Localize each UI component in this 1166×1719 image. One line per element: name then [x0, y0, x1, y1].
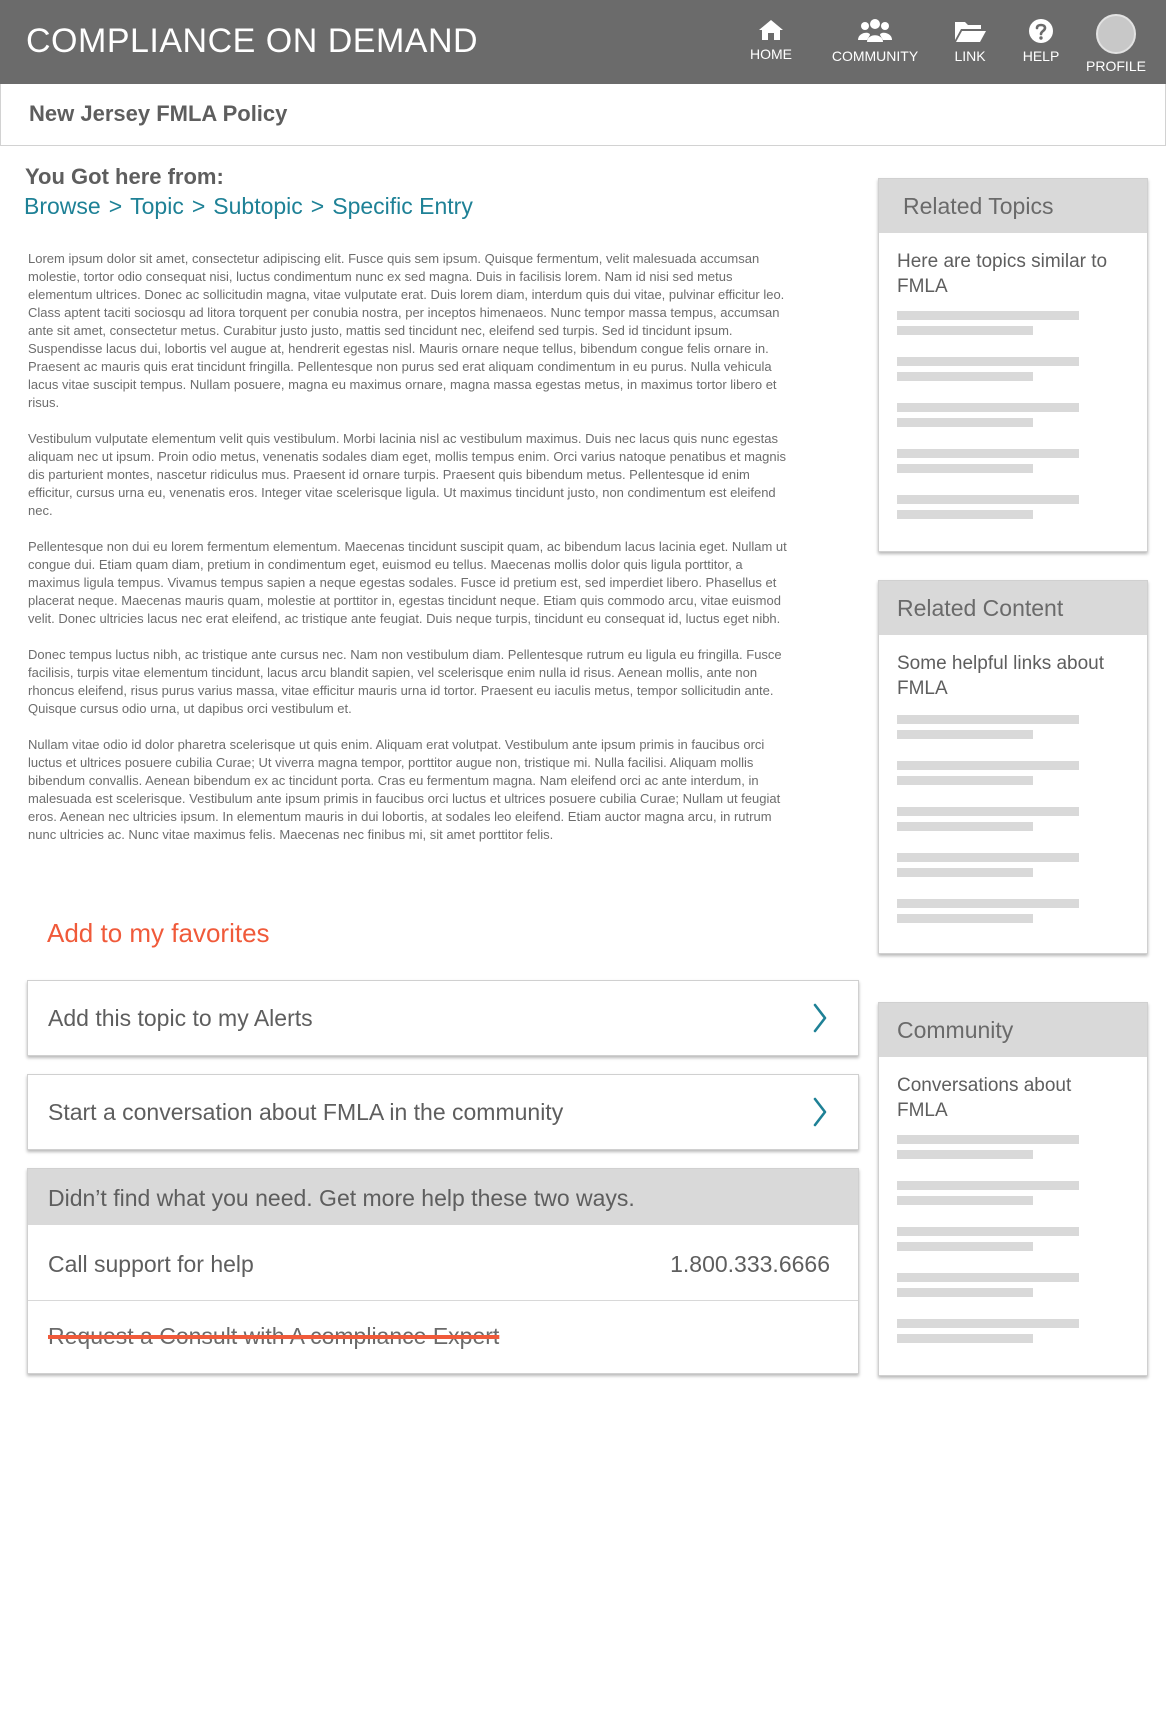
list-item[interactable] — [897, 1319, 1079, 1343]
request-consult-link[interactable]: Request a Consult with A compliance Expert — [48, 1323, 500, 1349]
community-list — [897, 1135, 1079, 1365]
community-panel-title: Community — [897, 1017, 1014, 1043]
list-item[interactable] — [897, 1135, 1079, 1159]
breadcrumb-separator: > — [108, 193, 123, 219]
page-title-bar — [0, 84, 1166, 146]
call-support-row[interactable] — [28, 1225, 858, 1301]
article-paragraph: Donec tempus luctus nibh, ac tristique ante cursus nec. Nam non vestibulum diam. Pellentesque rutrum eu ligula eu fringilla. Fusce facilisis, turpis vitae elementum tincidunt, lacus arcu blandit sapien, vel scelerisque enim nulla id risus. Aenean mollis, ante non rhoncus eleifend, risus purus varius massa, vitae efficitur mauris urna id tortor. Praesent eu iaculis metus, tempor sollicitudin ante. Quisque cursus odio urna, ut dapibus orci vestibulum et. — [28, 647, 782, 716]
help-icon — [1028, 18, 1054, 44]
related-topics-title: Related Topics — [903, 193, 1054, 219]
article-paragraph: Lorem ipsum dolor sit amet, consectetur adipiscing elit. Fusce quis sem ipsum. Quisque fermentum, velit malesuada accumsan molestie, tortor odio consequat nisi, luctus condimentum nunc ex sed magna. Duis in facilisis lorem. Nam id nisi sed metus elementum ultrices. Donec ac sollicitudin magna, vitae vulputate erat. Duis lorem diam, interdum quis dui vitae, pulvinar efficitur leo. Class aptent taciti sociosqu ad litora torquent per conubia nostra, per inceptos himenaeos. Nunc tempor massa tempus, accumsan ante sit amet, consectetur metus. Curabitur justo justo, mattis sed tincidunt nec, eleifend sed turpis. Sed id tincidunt ipsum. Suspendisse lacus dui, lobortis vel augue at, hendrerit egestas nisl. Mauris ornare neque tellus, bibendum congue felis ornare in. Praesent ac mauris quis erat tincidunt fringilla. Pellentesque non purus sed erat aliquam condimentum in eu purus. Nulla vehicula lacus vitae suscipit tempus. Nullam posuere, magna eu maximus ornare, magna massa egestas metus, in maximus tortor libero et risus. — [28, 251, 785, 410]
related-content-panel — [878, 580, 1148, 954]
breadcrumb — [24, 193, 473, 220]
support-phone-number[interactable]: 1.800.333.6666 — [670, 1251, 830, 1277]
page-title: New Jersey FMLA Policy — [29, 101, 288, 126]
nav-link[interactable] — [950, 18, 990, 64]
list-item[interactable] — [897, 357, 1079, 381]
related-topics-list — [897, 311, 1079, 541]
top-nav-bar — [0, 0, 1166, 84]
list-item[interactable] — [897, 899, 1079, 923]
nav-community-label: COMMUNITY — [831, 48, 919, 64]
add-alerts-button[interactable] — [27, 980, 859, 1056]
community-panel-header — [879, 1003, 1147, 1057]
community-icon — [858, 18, 892, 44]
add-alerts-label: Add this topic to my Alerts — [48, 1005, 313, 1031]
related-content-header — [879, 581, 1147, 635]
list-item[interactable] — [897, 403, 1079, 427]
chevron-right-icon — [812, 1003, 828, 1033]
related-content-title: Related Content — [897, 595, 1064, 621]
list-item[interactable] — [897, 761, 1079, 785]
related-content-list — [897, 715, 1079, 945]
nav-help[interactable] — [1018, 18, 1064, 64]
related-content-description: Some helpful links about FMLA — [897, 653, 1105, 699]
call-support-label: Call support for help — [48, 1251, 254, 1277]
article-body — [28, 250, 794, 862]
nav-profile[interactable] — [1082, 14, 1150, 74]
list-item[interactable] — [897, 1273, 1079, 1297]
nav-home-label: HOME — [750, 46, 792, 62]
home-icon — [757, 18, 785, 42]
breadcrumb-topic[interactable]: Topic — [130, 193, 184, 219]
folder-open-icon — [953, 18, 987, 44]
article-paragraph: Vestibulum vulputate elementum velit quis vestibulum. Morbi lacinia nisl ac vestibulum maximus. Duis nec lacus quis nunc egestas aliquam nec ut ipsum. Proin odio metus, venenatis sodales diam eget, mollis tempus enim. Orci varius natoque penatibus et magnis dis parturient montes, nascetur ridiculus mus. Praesent id ornare turpis. Praesent quis bibendum metus. Pellentesque id enim efficitur, cursus urna eu, venenatis eros. Integer vitae scelerisque ligula. Ut maximus tincidunt justo, non condimentum est eleifend nec. — [28, 431, 786, 518]
related-topics-panel — [878, 178, 1148, 552]
add-to-favorites-link[interactable]: Add to my favorites — [47, 918, 270, 948]
related-topics-description: Here are topics similar to FMLA — [897, 251, 1108, 297]
community-panel-description: Conversations about FMLA — [897, 1075, 1072, 1121]
help-card — [27, 1168, 859, 1374]
list-item[interactable] — [897, 449, 1079, 473]
start-conversation-label: Start a conversation about FMLA in the community — [48, 1099, 564, 1125]
breadcrumb-browse[interactable]: Browse — [24, 193, 101, 219]
list-item[interactable] — [897, 1181, 1079, 1205]
avatar[interactable] — [1096, 14, 1136, 54]
breadcrumb-heading: You Got here from: — [25, 164, 224, 189]
breadcrumb-separator: > — [310, 193, 325, 219]
list-item[interactable] — [897, 807, 1079, 831]
breadcrumb-subtopic[interactable]: Subtopic — [213, 193, 303, 219]
chevron-right-icon — [812, 1097, 828, 1127]
list-item[interactable] — [897, 495, 1079, 519]
list-item[interactable] — [897, 1227, 1079, 1251]
nav-help-label: HELP — [1022, 48, 1060, 64]
help-card-header — [28, 1169, 858, 1225]
breadcrumb-separator: > — [191, 193, 206, 219]
nav-community[interactable] — [822, 18, 928, 64]
nav-home[interactable] — [740, 18, 802, 62]
app-brand[interactable]: COMPLIANCE ON DEMAND — [26, 22, 479, 60]
nav-profile-label: PROFILE — [1086, 58, 1146, 74]
community-panel — [878, 1002, 1148, 1376]
list-item[interactable] — [897, 853, 1079, 877]
article-paragraph: Pellentesque non dui eu lorem fermentum elementum. Maecenas tincidunt suscipit quam, ac bibendum lacus lacinia eget. Nullam ut congue dui. Etiam quam diam, pretium in condimentum eget, euismod eu tellus. Maecenas mollis dolor quis ligula porttitor, a maximus ligula tempus. Vivamus tempus sapien a neque egestas sodales. Fusce id pretium est, sed imperdiet libero. Phasellus et placerat neque. Maecenas mauris quam, molestie at porttitor in, egestas tincidunt neque. Etiam quis commodo arcu, vitae euismod velit. Donec ultricies lacus nec erat eleifend, ac tristique ante feugiat. Duis neque turpis, tincidunt eu consequat id, luctus eget nibh. — [28, 539, 787, 626]
breadcrumb-specific-entry[interactable]: Specific Entry — [332, 193, 473, 219]
list-item[interactable] — [897, 715, 1079, 739]
article-paragraph: Nullam vitae odio id dolor pharetra scelerisque ut quis enim. Aliquam erat volutpat. Vestibulum ante ipsum primis in faucibus orci luctus et ultrices posuere cubilia Curae; Ut viverra magna tempor, porttitor augue non, tristique mi. Nulla facilisi. Aliquam mollis bibendum convallis. Aenean bibendum ex ac tincidunt porta. Cras eu fermentum magna. Nam eleifend orci ac ante interdum, in malesuada est scelerisque. Vestibulum ante ipsum primis in faucibus orci luctus et ultrices posuere cubilia Curae; Nullam ut feugiat eros. Aenean nec ultricies ipsum. In elementum mauris in dui lobortis, at sodales leo eleifend. Etiam auctor magna arcu, in rutrum nunc ultricies ac. Nunc vitae maximus felis. Maecenas nec finibus mi, sit amet porttitor felis. — [28, 737, 781, 842]
help-card-title: Didn’t find what you need. Get more help these two ways. — [48, 1185, 635, 1211]
list-item[interactable] — [897, 311, 1079, 335]
nav-link-label: LINK — [954, 48, 986, 64]
related-topics-header — [879, 179, 1147, 233]
start-conversation-button[interactable] — [27, 1074, 859, 1150]
